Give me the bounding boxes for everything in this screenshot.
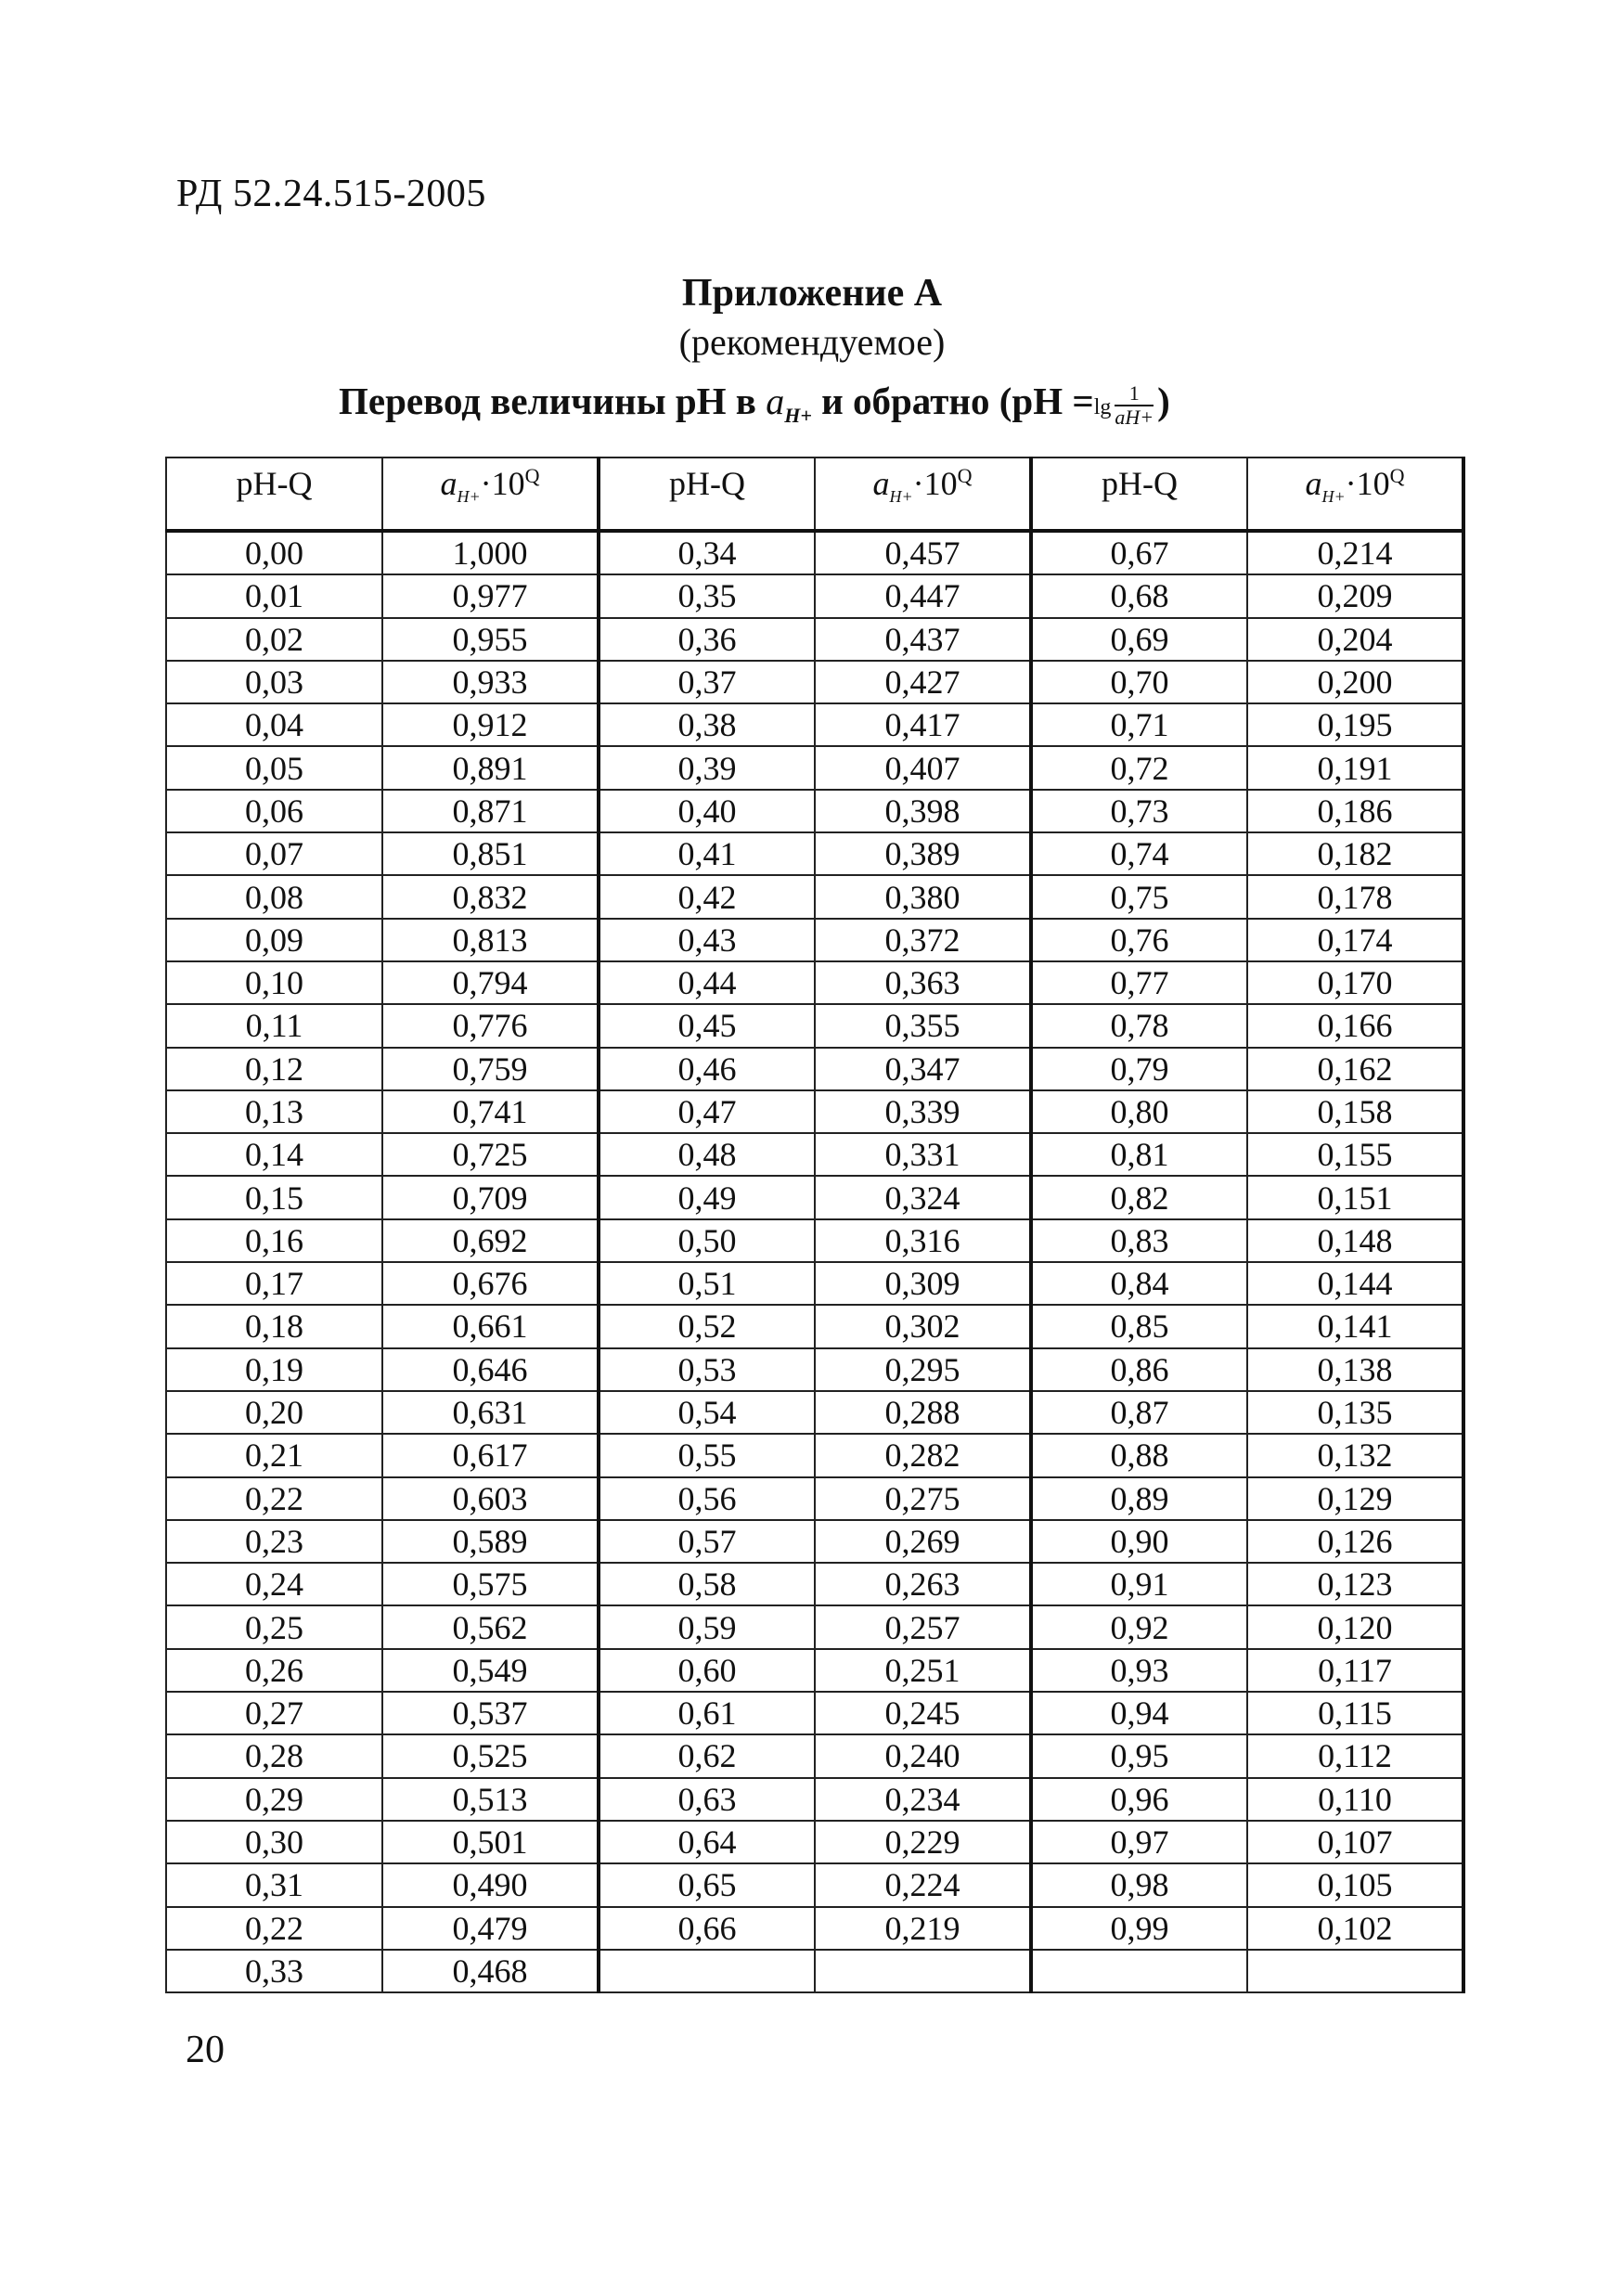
- ph-q-cell: 0,31: [166, 1863, 382, 1906]
- activity-cell: 0,363: [815, 961, 1031, 1004]
- ph-q-cell: 0,53: [599, 1348, 815, 1391]
- table-row: [166, 1778, 1463, 1821]
- column-header: [1247, 458, 1463, 531]
- conversion-title-end: ): [1157, 380, 1170, 422]
- ph-q-cell: 0,78: [1031, 1004, 1247, 1047]
- ph-q-cell: 0,89: [1031, 1477, 1247, 1520]
- ph-q-cell: 0,76: [1031, 919, 1247, 961]
- table-row: [166, 618, 1463, 661]
- ph-q-cell: 0,57: [599, 1520, 815, 1563]
- ph-q-cell: 0,68: [1031, 574, 1247, 617]
- ph-q-cell: 0,73: [1031, 790, 1247, 832]
- ph-q-cell: 0,66: [599, 1907, 815, 1950]
- ph-q-cell: 0,09: [166, 919, 382, 961]
- activity-cell: 0,144: [1247, 1262, 1463, 1305]
- activity-cell: 0,138: [1247, 1348, 1463, 1391]
- ph-q-cell: 0,13: [166, 1090, 382, 1133]
- table-row: [166, 1176, 1463, 1218]
- activity-cell: 0,148: [1247, 1219, 1463, 1262]
- conversion-title: [339, 379, 1170, 429]
- ph-q-cell: 0,03: [166, 661, 382, 703]
- header-activity-subscript: H+: [457, 487, 481, 507]
- table-row: [166, 1605, 1463, 1648]
- ph-q-cell: 0,10: [166, 961, 382, 1004]
- activity-cell: 0,275: [815, 1477, 1031, 1520]
- activity-cell: 0,257: [815, 1605, 1031, 1648]
- ph-q-cell: 0,27: [166, 1692, 382, 1734]
- ph-q-cell: 0,35: [599, 574, 815, 617]
- ph-q-cell: 0,19: [166, 1348, 382, 1391]
- ph-q-cell: 0,88: [1031, 1434, 1247, 1476]
- activity-cell: 0,912: [382, 703, 599, 746]
- activity-cell: 0,135: [1247, 1391, 1463, 1434]
- table-row: [166, 1348, 1463, 1391]
- header-exponent: Q: [1389, 464, 1405, 487]
- activity-cell: 0,115: [1247, 1692, 1463, 1734]
- ph-q-cell: 0,77: [1031, 961, 1247, 1004]
- activity-cell: 0,107: [1247, 1821, 1463, 1863]
- activity-cell: 0,646: [382, 1348, 599, 1391]
- activity-cell: 0,112: [1247, 1734, 1463, 1777]
- document-code: РД 52.24.515-2005: [176, 173, 486, 215]
- activity-cell: 0,794: [382, 961, 599, 1004]
- header-multiplier: ·10: [912, 465, 958, 502]
- ph-q-cell: 0,67: [1031, 531, 1247, 574]
- activity-cell: 0,759: [382, 1048, 599, 1090]
- ph-q-cell: 0,11: [166, 1004, 382, 1047]
- table-header-row: [166, 458, 1463, 531]
- ph-q-cell: 0,90: [1031, 1520, 1247, 1563]
- activity-cell: 0,631: [382, 1391, 599, 1434]
- activity-cell: 0,178: [1247, 875, 1463, 918]
- ph-q-cell: 0,06: [166, 790, 382, 832]
- activity-cell: 0,166: [1247, 1004, 1463, 1047]
- activity-cell: 0,302: [815, 1305, 1031, 1347]
- activity-cell: 0,110: [1247, 1778, 1463, 1821]
- ph-q-cell: 0,85: [1031, 1305, 1247, 1347]
- activity-cell: 0,117: [1247, 1649, 1463, 1692]
- activity-cell: 0,251: [815, 1649, 1031, 1692]
- activity-cell: 0,174: [1247, 919, 1463, 961]
- activity-cell: 0,186: [1247, 790, 1463, 832]
- ph-q-cell: 0,17: [166, 1262, 382, 1305]
- ph-q-cell: 0,74: [1031, 832, 1247, 875]
- ph-q-cell: 0,22: [166, 1907, 382, 1950]
- annex-subtitle: (рекомендуемое): [678, 321, 946, 363]
- ph-q-cell: 0,16: [166, 1219, 382, 1262]
- ph-q-cell: 0,83: [1031, 1219, 1247, 1262]
- ph-q-cell: 0,26: [166, 1649, 382, 1692]
- header-multiplier: ·10: [480, 465, 525, 502]
- formula-denominator: aH+: [1115, 405, 1154, 429]
- activity-cell: 0,813: [382, 919, 599, 961]
- activity-cell: 0,288: [815, 1391, 1031, 1434]
- activity-cell: 0,427: [815, 661, 1031, 703]
- activity-cell: 0,263: [815, 1563, 1031, 1605]
- table-row: [166, 661, 1463, 703]
- ph-q-cell: 0,07: [166, 832, 382, 875]
- ph-q-cell: 0,91: [1031, 1563, 1247, 1605]
- ph-q-cell: 0,59: [599, 1605, 815, 1648]
- activity-cell: 0,155: [1247, 1133, 1463, 1176]
- ph-q-cell: 0,28: [166, 1734, 382, 1777]
- header-activity-subscript: H+: [1321, 487, 1346, 507]
- ph-q-cell: 0,44: [599, 961, 815, 1004]
- formula-lg: lg: [1093, 395, 1112, 419]
- activity-cell: 0,525: [382, 1734, 599, 1777]
- activity-cell: 0,224: [815, 1863, 1031, 1906]
- ph-q-cell: 0,97: [1031, 1821, 1247, 1863]
- ph-q-cell: 0,99: [1031, 1907, 1247, 1950]
- ph-q-cell: 0,96: [1031, 1778, 1247, 1821]
- activity-cell: 0,617: [382, 1434, 599, 1476]
- ph-q-cell: 0,93: [1031, 1649, 1247, 1692]
- ph-q-cell: 0,05: [166, 746, 382, 789]
- ph-q-cell: 0,51: [599, 1262, 815, 1305]
- activity-cell: 0,200: [1247, 661, 1463, 703]
- ph-q-cell: 0,12: [166, 1048, 382, 1090]
- ph-q-cell: 0,86: [1031, 1348, 1247, 1391]
- activity-cell: 0,562: [382, 1605, 599, 1648]
- table-row: [166, 1477, 1463, 1520]
- activity-cell: 0,832: [382, 875, 599, 918]
- conversion-title-text-2: и обратно (pH =: [821, 380, 1094, 422]
- table-row: [166, 1090, 1463, 1133]
- ph-q-cell: 0,36: [599, 618, 815, 661]
- activity-cell: 0,661: [382, 1305, 599, 1347]
- activity-cell: 0,479: [382, 1907, 599, 1950]
- activity-cell: 0,126: [1247, 1520, 1463, 1563]
- ph-q-cell: 0,15: [166, 1176, 382, 1218]
- ph-q-cell: 0,81: [1031, 1133, 1247, 1176]
- table-row: [166, 1133, 1463, 1176]
- ph-q-cell: 0,48: [599, 1133, 815, 1176]
- activity-cell: 0,447: [815, 574, 1031, 617]
- table-row: [166, 1563, 1463, 1605]
- ph-q-cell: 0,58: [599, 1563, 815, 1605]
- activity-cell: 0,537: [382, 1692, 599, 1734]
- activity-cell: 0,725: [382, 1133, 599, 1176]
- ph-q-cell: 0,70: [1031, 661, 1247, 703]
- activity-cell: 0,162: [1247, 1048, 1463, 1090]
- ph-q-cell: 0,65: [599, 1863, 815, 1906]
- activity-cell: 0,891: [382, 746, 599, 789]
- activity-cell: 0,234: [815, 1778, 1031, 1821]
- table-row: [166, 1734, 1463, 1777]
- activity-cell: 0,398: [815, 790, 1031, 832]
- activity-cell: 0,933: [382, 661, 599, 703]
- table-row: [166, 703, 1463, 746]
- activity-cell: 0,209: [1247, 574, 1463, 617]
- activity-cell: 0,339: [815, 1090, 1031, 1133]
- table-row: [166, 746, 1463, 789]
- table-row: [166, 1863, 1463, 1906]
- header-activity-subscript: H+: [889, 487, 913, 507]
- activity-cell: 0,692: [382, 1219, 599, 1262]
- table-row: [166, 574, 1463, 617]
- ph-q-cell: 0,00: [166, 531, 382, 574]
- activity-cell: 0,457: [815, 531, 1031, 574]
- table-row: [166, 1262, 1463, 1305]
- ph-q-cell: 0,79: [1031, 1048, 1247, 1090]
- ph-q-cell: 0,62: [599, 1734, 815, 1777]
- ph-q-cell: 0,39: [599, 746, 815, 789]
- ph-q-cell: 0,43: [599, 919, 815, 961]
- ph-q-cell: 0,01: [166, 574, 382, 617]
- ph-q-cell: 0,69: [1031, 618, 1247, 661]
- ph-q-cell: 0,49: [599, 1176, 815, 1218]
- table-row: [166, 1520, 1463, 1563]
- header-exponent: Q: [524, 464, 540, 487]
- activity-cell: 0,132: [1247, 1434, 1463, 1476]
- ph-q-cell: 0,33: [166, 1950, 382, 1992]
- table-row: [166, 832, 1463, 875]
- table-row: [166, 1950, 1463, 1992]
- table-row: [166, 1391, 1463, 1434]
- activity-cell: 0,513: [382, 1778, 599, 1821]
- activity-cell: 0,977: [382, 574, 599, 617]
- ph-q-cell: 0,95: [1031, 1734, 1247, 1777]
- conversion-title-text: Перевод величины pH в: [339, 380, 756, 422]
- header-activity-var: a: [440, 465, 458, 502]
- activity-cell: 0,316: [815, 1219, 1031, 1262]
- activity-cell: 0,158: [1247, 1090, 1463, 1133]
- activity-cell: 0,295: [815, 1348, 1031, 1391]
- ph-q-cell: 0,08: [166, 875, 382, 918]
- table-row: [166, 919, 1463, 961]
- activity-cell: 0,324: [815, 1176, 1031, 1218]
- ph-q-cell: 0,84: [1031, 1262, 1247, 1305]
- activity-cell: 0,355: [815, 1004, 1031, 1047]
- ph-q-cell: [599, 1950, 815, 1992]
- column-header: [382, 458, 599, 531]
- ph-q-cell: 0,64: [599, 1821, 815, 1863]
- activity-cell: 0,372: [815, 919, 1031, 961]
- ph-q-cell: 0,56: [599, 1477, 815, 1520]
- ph-q-cell: 0,61: [599, 1692, 815, 1734]
- activity-cell: 0,589: [382, 1520, 599, 1563]
- activity-cell: 0,347: [815, 1048, 1031, 1090]
- ph-q-cell: 0,45: [599, 1004, 815, 1047]
- ph-q-cell: 0,80: [1031, 1090, 1247, 1133]
- formula-numerator: 1: [1115, 382, 1154, 406]
- ph-q-cell: 0,20: [166, 1391, 382, 1434]
- ph-q-cell: 0,21: [166, 1434, 382, 1476]
- ph-q-cell: 0,23: [166, 1520, 382, 1563]
- ph-q-cell: 0,71: [1031, 703, 1247, 746]
- ph-q-cell: 0,72: [1031, 746, 1247, 789]
- ph-q-cell: 0,38: [599, 703, 815, 746]
- column-header: pH-Q: [1031, 458, 1247, 531]
- activity-cell: 0,871: [382, 790, 599, 832]
- activity-cell: 0,204: [1247, 618, 1463, 661]
- ph-q-cell: 0,40: [599, 790, 815, 832]
- activity-cell: 0,141: [1247, 1305, 1463, 1347]
- ph-q-cell: 0,02: [166, 618, 382, 661]
- activity-cell: 0,129: [1247, 1477, 1463, 1520]
- table-row: [166, 531, 1463, 574]
- activity-cell: 0,245: [815, 1692, 1031, 1734]
- header-multiplier: ·10: [1345, 465, 1390, 502]
- activity-cell: 0,195: [1247, 703, 1463, 746]
- table-row: [166, 1048, 1463, 1090]
- activity-cell: 0,219: [815, 1907, 1031, 1950]
- activity-cell: 0,741: [382, 1090, 599, 1133]
- activity-cell: 0,417: [815, 703, 1031, 746]
- table-row: [166, 1434, 1463, 1476]
- table-row: [166, 961, 1463, 1004]
- activity-cell: [1247, 1950, 1463, 1992]
- ph-q-cell: 0,55: [599, 1434, 815, 1476]
- ph-q-cell: 0,54: [599, 1391, 815, 1434]
- activity-cell: 0,603: [382, 1477, 599, 1520]
- table-body: [166, 531, 1463, 1992]
- table-row: [166, 1821, 1463, 1863]
- column-header: pH-Q: [599, 458, 815, 531]
- activity-cell: 0,575: [382, 1563, 599, 1605]
- activity-cell: 0,214: [1247, 531, 1463, 574]
- activity-cell: 0,407: [815, 746, 1031, 789]
- ph-q-cell: 0,92: [1031, 1605, 1247, 1648]
- activity-cell: 0,437: [815, 618, 1031, 661]
- column-header: pH-Q: [166, 458, 382, 531]
- table-row: [166, 1649, 1463, 1692]
- activity-cell: [815, 1950, 1031, 1992]
- activity-cell: 0,955: [382, 618, 599, 661]
- ph-q-cell: 0,63: [599, 1778, 815, 1821]
- activity-cell: 0,309: [815, 1262, 1031, 1305]
- table-row: [166, 790, 1463, 832]
- ph-q-cell: 0,41: [599, 832, 815, 875]
- ph-q-cell: 0,29: [166, 1778, 382, 1821]
- activity-cell: 0,490: [382, 1863, 599, 1906]
- activity-cell: 0,269: [815, 1520, 1031, 1563]
- activity-cell: 0,676: [382, 1262, 599, 1305]
- activity-cell: 0,102: [1247, 1907, 1463, 1950]
- activity-cell: 0,151: [1247, 1176, 1463, 1218]
- ph-q-cell: 0,04: [166, 703, 382, 746]
- ph-q-cell: 0,30: [166, 1821, 382, 1863]
- ph-q-cell: 0,18: [166, 1305, 382, 1347]
- ph-conversion-table: [165, 457, 1465, 1993]
- activity-cell: 0,331: [815, 1133, 1031, 1176]
- activity-subscript: H+: [784, 404, 812, 428]
- activity-cell: 0,123: [1247, 1563, 1463, 1605]
- table-row: [166, 1907, 1463, 1950]
- header-activity-var: a: [872, 465, 890, 502]
- ph-q-cell: 0,87: [1031, 1391, 1247, 1434]
- table-row: [166, 1004, 1463, 1047]
- table-row: [166, 1305, 1463, 1347]
- activity-cell: 0,105: [1247, 1863, 1463, 1906]
- ph-q-cell: 0,42: [599, 875, 815, 918]
- activity-cell: 0,851: [382, 832, 599, 875]
- table-row: [166, 1692, 1463, 1734]
- ph-q-cell: 0,98: [1031, 1863, 1247, 1906]
- ph-q-cell: 0,52: [599, 1305, 815, 1347]
- activity-cell: 0,120: [1247, 1605, 1463, 1648]
- ph-q-cell: 0,37: [599, 661, 815, 703]
- activity-symbol: a: [766, 380, 785, 422]
- activity-cell: 0,191: [1247, 746, 1463, 789]
- ph-q-cell: 0,22: [166, 1477, 382, 1520]
- activity-cell: 0,170: [1247, 961, 1463, 1004]
- activity-cell: 1,000: [382, 531, 599, 574]
- ph-q-cell: 0,25: [166, 1605, 382, 1648]
- activity-cell: 0,709: [382, 1176, 599, 1218]
- activity-cell: 0,229: [815, 1821, 1031, 1863]
- activity-cell: 0,182: [1247, 832, 1463, 875]
- activity-cell: 0,282: [815, 1434, 1031, 1476]
- activity-cell: 0,468: [382, 1950, 599, 1992]
- table-row: [166, 875, 1463, 918]
- header-exponent: Q: [957, 464, 973, 487]
- ph-q-cell: 0,60: [599, 1649, 815, 1692]
- activity-cell: 0,380: [815, 875, 1031, 918]
- activity-cell: 0,549: [382, 1649, 599, 1692]
- activity-cell: 0,389: [815, 832, 1031, 875]
- ph-q-cell: 0,34: [599, 531, 815, 574]
- activity-cell: 0,776: [382, 1004, 599, 1047]
- table-row: [166, 1219, 1463, 1262]
- ph-q-cell: 0,82: [1031, 1176, 1247, 1218]
- ph-q-cell: 0,14: [166, 1133, 382, 1176]
- activity-cell: 0,501: [382, 1821, 599, 1863]
- ph-q-cell: 0,50: [599, 1219, 815, 1262]
- page-number: 20: [186, 2029, 225, 2071]
- ph-q-cell: 0,47: [599, 1090, 815, 1133]
- ph-q-cell: 0,75: [1031, 875, 1247, 918]
- ph-q-cell: 0,46: [599, 1048, 815, 1090]
- formula-fraction: [1115, 382, 1154, 429]
- header-activity-var: a: [1305, 465, 1322, 502]
- ph-q-cell: 0,24: [166, 1563, 382, 1605]
- column-header: [815, 458, 1031, 531]
- ph-q-cell: 0,94: [1031, 1692, 1247, 1734]
- ph-q-cell: [1031, 1950, 1247, 1992]
- activity-cell: 0,240: [815, 1734, 1031, 1777]
- annex-title: Приложение А: [681, 272, 943, 315]
